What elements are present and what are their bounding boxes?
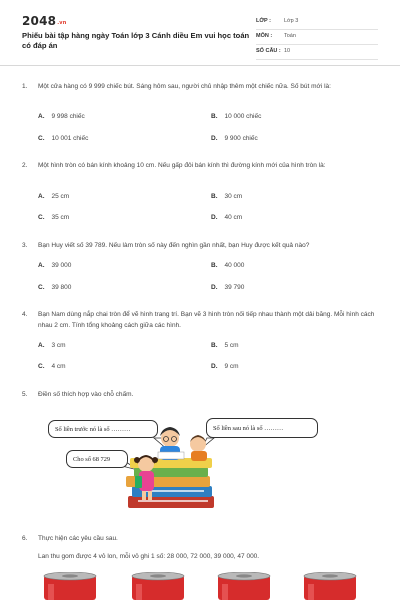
option-2a[interactable] [38,193,69,200]
option-3b[interactable] [211,262,244,269]
question-2 [22,160,382,171]
option-letter: D. [211,135,218,142]
option-text: 39 800 [51,284,72,291]
question-subtext: Lan thu gom được 4 vỏ lon, mỗi vỏ ghi 1 số: 28 000, 72 000, 39 000, 47 000. [38,553,260,560]
option-text: 9 998 chiếc [51,113,85,120]
speech-bubble-left: Số liền trước nó là số ……… [48,420,158,438]
question-text: Bạn Huy viết số 39 789. Nếu làm tròn số này đến nghìn gần nhất, bạn Huy được kết quả nào? [38,242,310,249]
question-3 [22,240,382,251]
option-text: 3 cm [51,342,66,349]
option-text: 30 cm [224,193,243,200]
speech-bubble-right: Số liền sau nó là số ……… [206,418,318,438]
option-3a[interactable] [38,262,71,269]
meta-value: 10 [284,48,291,54]
meta-row-count [256,45,378,60]
page-header [0,0,400,66]
option-letter: A. [38,342,45,349]
option-letter: B. [211,193,218,200]
option-letter: C. [38,284,45,291]
can-icon [218,572,270,600]
option-text: 40 cm [224,214,243,221]
option-text: 40 000 [224,262,245,269]
option-1d[interactable] [211,135,258,142]
meta-key: MÔN : [256,33,273,39]
can-icon [44,572,96,600]
question-6 [22,533,382,544]
option-letter: C. [38,363,45,370]
question-text: Thực hiện các yêu cầu sau. [38,535,118,542]
can-icon [304,572,356,600]
cans-illustration [30,572,370,600]
option-1b[interactable] [211,113,261,120]
question-5 [22,389,382,400]
option-text: 9 cm [224,363,239,370]
option-2d[interactable] [211,214,242,221]
option-letter: A. [38,262,45,269]
option-1c[interactable] [38,135,88,142]
option-letter: A. [38,193,45,200]
option-letter: D. [211,214,218,221]
option-text: 4 cm [51,363,66,370]
option-letter: C. [38,135,45,142]
meta-value: Lớp 3 [284,18,299,24]
option-letter: B. [211,262,218,269]
meta-value: Toán [284,33,296,39]
question-4 [22,309,382,331]
option-3d[interactable] [211,284,244,291]
option-4d[interactable] [211,363,239,370]
meta-row-subject [256,30,378,45]
option-4b[interactable] [211,342,239,349]
meta-row-grade [256,15,378,30]
logo-text: 2048 [22,14,57,28]
question-number: 1. [22,83,28,90]
question-number: 5. [22,391,28,398]
option-2b[interactable] [211,193,242,200]
logo-tld: .vn [57,20,67,26]
option-text: 10 001 chiếc [51,135,89,142]
can-icon [132,572,184,600]
option-4a[interactable] [38,342,66,349]
option-letter: B. [211,342,218,349]
option-text: 39 000 [51,262,72,269]
question-text: Một hình tròn có bán kính khoảng 10 cm. Nếu gấp đôi bán kính thì đường kính mới của hình tròn là: [38,162,326,169]
option-letter: A. [38,113,45,120]
question-number: 6. [22,535,28,542]
site-logo[interactable] [22,14,67,28]
question-text: Một cửa hàng có 9 999 chiếc bút. Sáng hôm sau, người chủ nhập thêm một chiếc nữa. Số bút mới là: [38,83,331,90]
option-2c[interactable] [38,214,69,221]
option-letter: D. [211,363,218,370]
question-text: Bạn Nam dùng nắp chai tròn để vẽ hình trang trí. Bạn vẽ 3 hình tròn nối tiếp nhau thành một dải băng. Mỗi hình cách nhau 2 cm. Tính tổng khoảng cách giữa các hình. [38,311,375,329]
meta-key: LỚP : [256,18,271,24]
question-number: 4. [22,311,28,318]
option-letter: D. [211,284,218,291]
option-text: 10 000 chiếc [224,113,262,120]
question-number: 2. [22,162,28,169]
option-text: 25 cm [51,193,70,200]
question-1 [22,81,382,92]
question-text: Điền số thích hợp vào chỗ chấm. [38,391,134,398]
question-number: 3. [22,242,28,249]
meta-table [256,15,378,60]
option-4c[interactable] [38,363,66,370]
option-1a[interactable] [38,113,85,120]
option-text: 39 790 [224,284,245,291]
page-title: Phiếu bài tập hàng ngày Toán lớp 3 Cánh diều Em vui học toán có đáp án [22,31,250,50]
option-letter: B. [211,113,218,120]
option-text: 5 cm [224,342,239,349]
meta-key: SỐ CÂU : [256,48,281,54]
cans-row [30,572,370,600]
option-text: 35 cm [51,214,70,221]
option-3c[interactable] [38,284,71,291]
question-6-subtext [22,551,382,562]
option-letter: C. [38,214,45,221]
speech-bubble-center: Cho số 68 729 [66,450,128,468]
question-5-illustration [42,408,322,512]
option-text: 9 900 chiếc [224,135,258,142]
